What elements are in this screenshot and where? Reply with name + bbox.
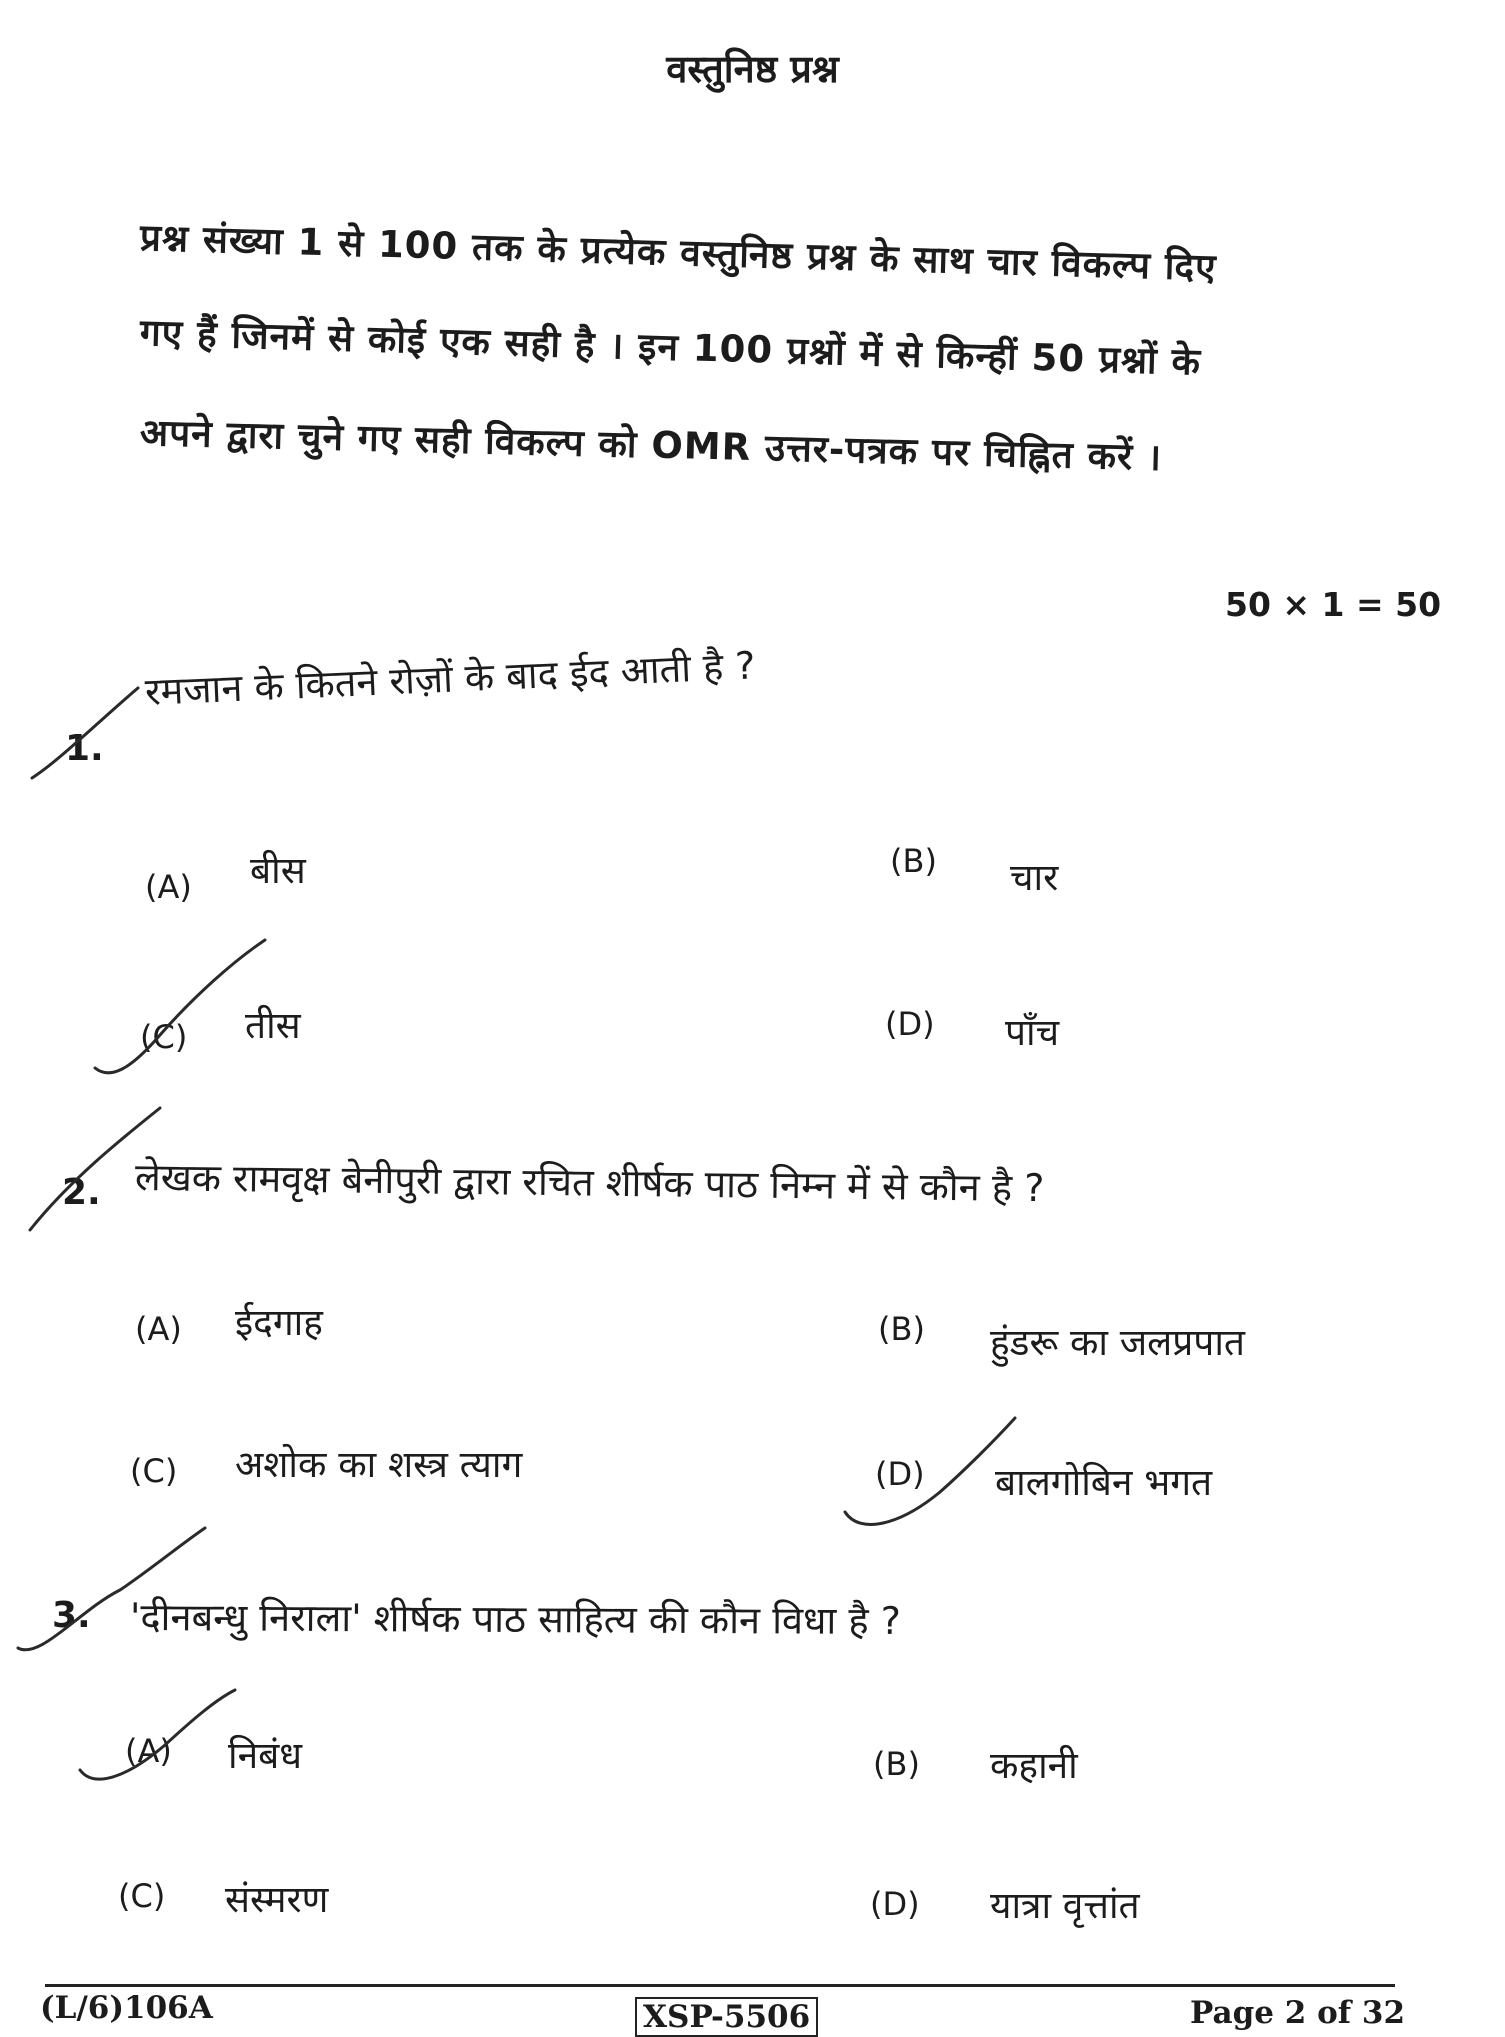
option-label: (A) — [125, 1732, 172, 1770]
option-label: (D) — [870, 1885, 920, 1923]
option-text: संस्मरण — [225, 1878, 329, 1921]
option-label: (D) — [885, 1005, 935, 1043]
page-number: Page 2 of 32 — [1190, 1995, 1406, 2031]
option-text: ईदगाह — [235, 1301, 323, 1344]
question-number: 3. — [52, 1595, 91, 1636]
option-label: (B) — [890, 842, 937, 880]
option-label: (C) — [130, 1452, 178, 1490]
option-text: अशोक का शस्त्र त्याग — [235, 1443, 523, 1486]
marks-scheme: 50 × 1 = 50 — [1225, 585, 1442, 624]
option-text: बीस — [250, 849, 306, 892]
option-label: (C) — [118, 1877, 166, 1915]
option-text: पाँच — [1005, 1011, 1060, 1054]
option-label: (D) — [875, 1455, 925, 1493]
paper-code: (L/6)106A — [40, 1990, 213, 2026]
option-label: (A) — [145, 868, 192, 906]
option-text: हुंडरू का जलप्रपात — [990, 1321, 1245, 1364]
tick-mark-q2-answer — [845, 1418, 1015, 1524]
option-label: (C) — [140, 1018, 188, 1056]
question-text: 'दीनबन्धु निराला' शीर्षक पाठ साहित्य की कौन विधा है ? — [129, 1595, 901, 1644]
option-text: कहानी — [990, 1744, 1078, 1787]
series-code: XSP-5506 — [635, 1997, 818, 2037]
instruction-line-1: प्रश्न संख्या 1 से 100 तक के प्रत्येक वस्तुनिष्ठ प्रश्न के साथ चार विकल्प दिए — [139, 216, 1218, 290]
option-label: (A) — [135, 1310, 182, 1348]
option-text: बालगोबिन भगत — [995, 1461, 1213, 1504]
question-number: 1. — [65, 728, 104, 769]
question-text: लेखक रामवृक्ष बेनीपुरी द्वारा रचित शीर्षक पाठ निम्न में से कौन है ? — [134, 1155, 1045, 1211]
instruction-line-2: गए हैं जिनमें से कोई एक सही है । इन 100 प्रश्नों में से किन्हीं 50 प्रश्नों के — [139, 311, 1202, 384]
section-title: वस्तुनिष्ठ प्रश्न — [666, 47, 839, 91]
instruction-line-3: अपने द्वारा चुने गए सही विकल्प को OMR उत्तर-पत्रक पर चिह्नित करें । — [139, 411, 1163, 479]
option-text: चार — [1010, 856, 1059, 899]
question-number: 2. — [62, 1172, 101, 1213]
option-label: (B) — [878, 1310, 925, 1348]
option-text: निबंध — [228, 1734, 302, 1777]
question-text: रमजान के कितने रोज़ों के बाद ईद आती है ? — [144, 643, 757, 714]
option-text: यात्रा वृत्तांत — [990, 1884, 1140, 1927]
footer-divider — [45, 1984, 1395, 1987]
option-label: (B) — [873, 1745, 920, 1783]
option-text: तीस — [245, 1004, 301, 1047]
